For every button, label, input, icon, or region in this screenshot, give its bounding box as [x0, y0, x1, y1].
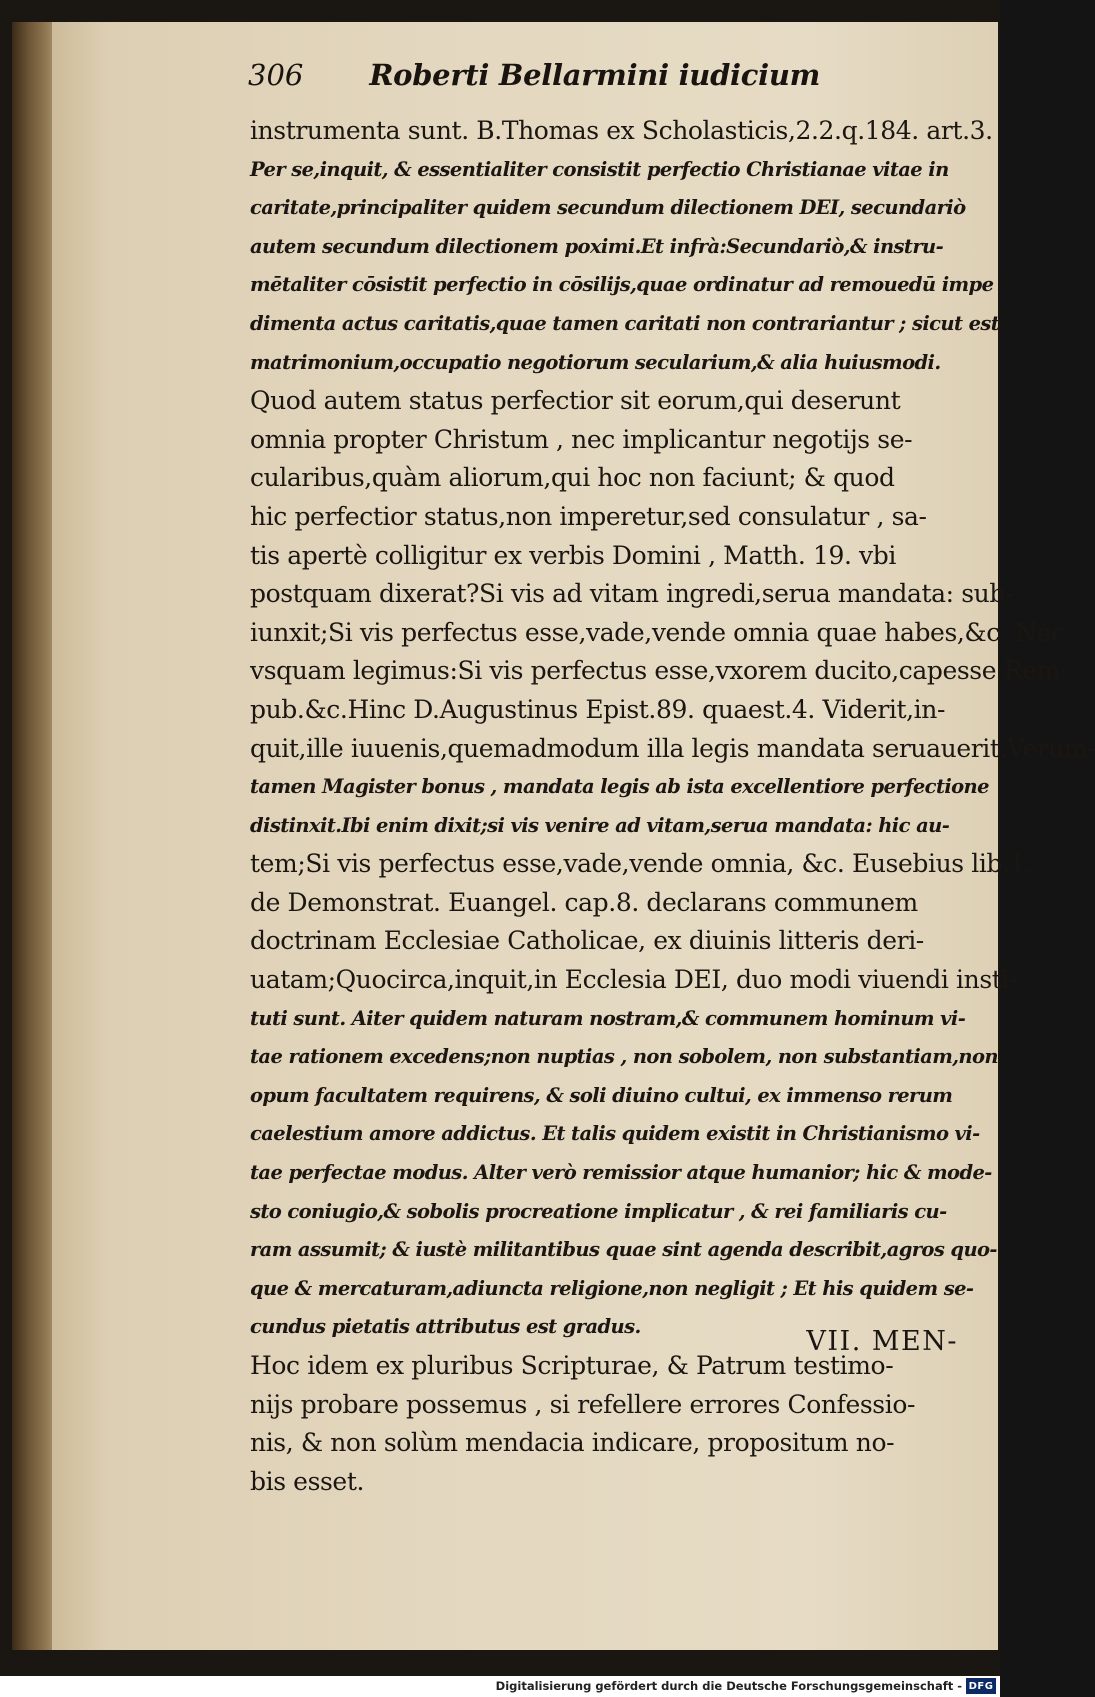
- text-line: tem;Si vis perfectus esse,vade,vende omnia, &c. Eusebius lib.1.: [250, 849, 1033, 879]
- text-line: mētaliter cōsistit perfectio in cōsilijs,quae ordinatur ad remouedū impe: [250, 273, 994, 297]
- text-line: Per se,inquit, & essentialiter consistit perfectio Christianae vitae in: [250, 157, 949, 181]
- page-header: [248, 58, 968, 92]
- text-line: doctrinam Ecclesiae Catholicae, ex diuinis litteris deri-: [250, 926, 924, 956]
- text-line: cularibus,quàm aliorum,qui hoc non faciunt; & quod: [250, 463, 895, 493]
- text-line: cundus pietatis attributus est gradus.: [250, 1315, 641, 1339]
- text-line: pub.&c.Hinc D.Augustinus Epist.89. quaest.4. Viderit,in-: [250, 694, 946, 724]
- text-line: que & mercaturam,adiuncta religione,non negligit ; Et his quidem se-: [250, 1276, 974, 1300]
- text-line: bis esset.: [250, 1466, 365, 1496]
- text-line: Hoc idem ex pluribus Scripturae, & Patrum testimo-: [250, 1351, 894, 1380]
- text-line: vsquam legimus:Si vis perfectus esse,vxorem ducito,capesse Rem-: [250, 656, 1068, 686]
- text-line: nis, & non solùm mendacia indicare, propositum no-: [250, 1428, 895, 1458]
- body-text: [250, 112, 1095, 1501]
- text-line: postquam dixerat?Si vis ad vitam ingredi,serua mandata: sub-: [250, 579, 1013, 609]
- text-line: matrimonium,occupatio negotiorum secularium,& alia huiusmodi.: [250, 350, 941, 374]
- text-line: tae perfectae modus. Alter verò remissior atque humanior; hic & mode-: [250, 1161, 992, 1185]
- text-line: instrumenta sunt. B.Thomas ex Scholasticis,2.2.q.184. art.3.: [250, 116, 993, 145]
- text-line: quit,ille iuuenis,quemadmodum illa legis mandata seruauerit.Verum-: [250, 733, 1095, 763]
- running-title: Roberti Bellarmini iudicium: [369, 58, 821, 92]
- text-line: omnia propter Christum , nec implicantur negotijs se-: [250, 424, 913, 454]
- dfg-logo-icon: DFG: [966, 1678, 996, 1694]
- text-line: opum facultatem requirens, & soli diuino cultui, ex immenso rerum: [250, 1083, 953, 1107]
- text-line: tis apertè colligitur ex verbis Domini , Matth. 19. vbi: [250, 540, 896, 570]
- text-line: uatam;Quocirca,inquit,in Ecclesia DEI, duo modi viuendi insti-: [250, 965, 1018, 995]
- text-line: Quod autem status perfectior sit eorum,qui deserunt: [250, 386, 901, 416]
- catchword: VII. MEN-: [806, 1326, 958, 1357]
- text-line: caritate,principaliter quidem secundum dilectionem DEI, secundariò: [250, 196, 966, 220]
- text-line: autem secundum dilectionem poximi.Et infrà:Secundariò,& instru-: [250, 234, 944, 258]
- text-line: hic perfectior status,non imperetur,sed consulatur , sa-: [250, 501, 927, 531]
- text-line: tuti sunt. Aiter quidem naturam nostram,& communem hominum vi-: [250, 1006, 966, 1030]
- text-line: de Demonstrat. Euangel. cap.8. declarans communem: [250, 887, 918, 917]
- text-line: dimenta actus caritatis,quae tamen caritati non contrariantur ; sicut est: [250, 311, 1000, 335]
- text-line: nijs probare possemus , si refellere errores Confessio-: [250, 1389, 916, 1419]
- text-line: tamen Magister bonus , mandata legis ab ista excellentiore perfectione: [250, 775, 989, 799]
- text-line: iunxit;Si vis perfectus esse,vade,vende omnia quae habes,&c. Nec: [250, 617, 1065, 647]
- text-line: tae rationem excedens;non nuptias , non sobolem, non substantiam,non: [250, 1045, 998, 1069]
- text-line: ram assumit; & iustè militantibus quae sint agenda describit,agros quo-: [250, 1238, 997, 1262]
- text-line: distinxit.Ibi enim dixit;si vis venire ad vitam,serua mandata: hic au-: [250, 813, 950, 837]
- footer-credit: Digitalisierung gefördert durch die Deutsche Forschungsgemeinschaft -: [495, 1679, 962, 1693]
- page-number: 306: [248, 58, 304, 92]
- text-line: sto coniugio,& sobolis procreatione implicatur , & rei familiaris cu-: [250, 1199, 947, 1223]
- text-line: caelestium amore addictus. Et talis quidem existit in Christianismo vi-: [250, 1122, 980, 1146]
